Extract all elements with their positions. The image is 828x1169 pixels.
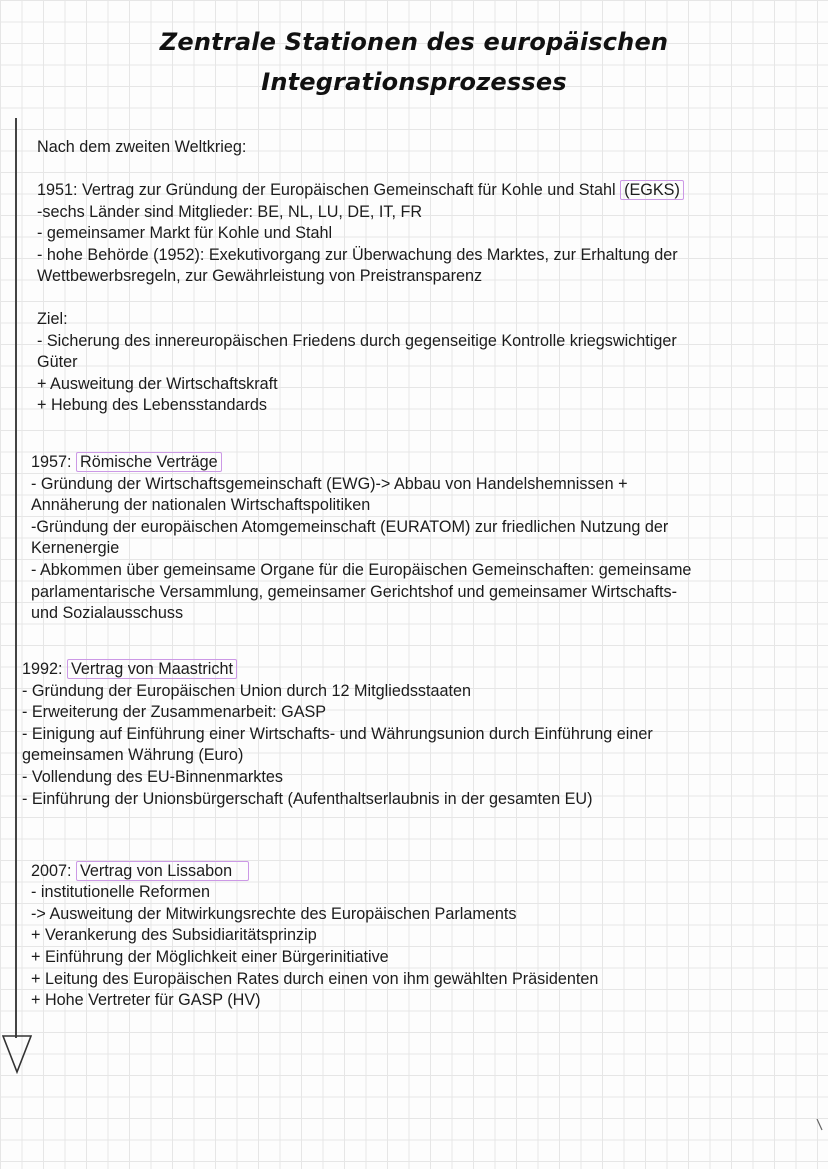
lissabon-line: + Verankerung des Subsidiaritätsprinzip [31, 926, 317, 944]
ziel-line: Güter [37, 353, 78, 371]
rom-year: 1957: [31, 453, 77, 471]
egks-line: - gemeinsamer Markt für Kohle und Stahl [37, 224, 333, 242]
page-title-line-2: Integrationsprozesses [261, 68, 567, 96]
ziel-line: + Hebung des Lebensstandards [37, 396, 267, 414]
rom-line: parlamentarische Versammlung, gemeinsamer Gerichtshof und gemeinsamer Wirtschafts- [31, 583, 677, 601]
rom-line: Annäherung der nationalen Wirtschaftspolitiken [31, 496, 371, 514]
ziel-label: Ziel: [37, 310, 68, 328]
maastricht-highlight-box: Vertrag von Maastricht [67, 659, 237, 679]
rom-highlight-box: Römische Verträge [76, 452, 222, 472]
lissabon-heading [31, 861, 249, 883]
pen-mark-icon [816, 1118, 824, 1132]
timeline-arrowhead-icon [2, 1034, 32, 1074]
egks-line: -sechs Länder sind Mitglieder: BE, NL, LU, DE, IT, FR [37, 203, 423, 221]
intro-text: Nach dem zweiten Weltkrieg: [37, 138, 247, 156]
lissabon-line: -> Ausweitung der Mitwirkungsrechte des Europäischen Parlaments [31, 905, 517, 923]
maastricht-line: - Einigung auf Einführung einer Wirtschafts- und Währungsunion durch Einführung einer [22, 725, 653, 743]
ziel-line: - Sicherung des innereuropäischen Friedens durch gegenseitige Kontrolle kriegswichtiger [37, 332, 677, 350]
rom-line: und Sozialausschuss [31, 604, 184, 622]
maastricht-year: 1992: [22, 660, 68, 678]
maastricht-line: gemeinsamen Währung (Euro) [22, 746, 244, 764]
maastricht-line: - Einführung der Unionsbürgerschaft (Aufenthaltserlaubnis in der gesamten EU) [22, 790, 593, 808]
egks-highlight-box: (EGKS) [620, 180, 684, 200]
ziel-line: + Ausweitung der Wirtschaftskraft [37, 375, 278, 393]
lissabon-line: + Hohe Vertreter für GASP (HV) [31, 991, 261, 1009]
lissabon-line: - institutionelle Reformen [31, 883, 211, 901]
egks-heading [37, 180, 684, 202]
rom-line: Kernenergie [31, 539, 120, 557]
lissabon-year: 2007: [31, 862, 77, 880]
lissabon-line: + Leitung des Europäischen Rates durch einen von ihm gewählten Präsidenten [31, 970, 599, 988]
timeline-line [15, 118, 17, 1038]
maastricht-line: - Erweiterung der Zusammenarbeit: GASP [22, 703, 327, 721]
lissabon-highlight-box: Vertrag von Lissabon [76, 861, 249, 881]
rom-heading [31, 452, 222, 474]
egks-heading-text: 1951: Vertrag zur Gründung der Europäischen Gemeinschaft für Kohle und Stahl [37, 181, 621, 199]
lissabon-line: + Einführung der Möglichkeit einer Bürgerinitiative [31, 948, 389, 966]
page-title: Zentrale Stationen des europäischen [159, 28, 669, 56]
maastricht-line: - Vollendung des EU-Binnenmarktes [22, 768, 283, 786]
rom-line: -Gründung der europäischen Atomgemeinschaft (EURATOM) zur friedlichen Nutzung der [31, 518, 669, 536]
rom-line: - Gründung der Wirtschaftsgemeinschaft (EWG)-> Abbau von Handelshemnissen + [31, 475, 628, 493]
rom-line: - Abkommen über gemeinsame Organe für die Europäischen Gemeinschaften: gemeinsame [31, 561, 692, 579]
egks-line: Wettbewerbsregeln, zur Gewährleistung von Preistransparenz [37, 267, 483, 285]
maastricht-line: - Gründung der Europäischen Union durch 12 Mitgliedsstaaten [22, 682, 472, 700]
maastricht-heading [22, 659, 237, 681]
egks-line: - hohe Behörde (1952): Exekutivorgang zur Überwachung des Marktes, zur Erhaltung der [37, 246, 678, 264]
